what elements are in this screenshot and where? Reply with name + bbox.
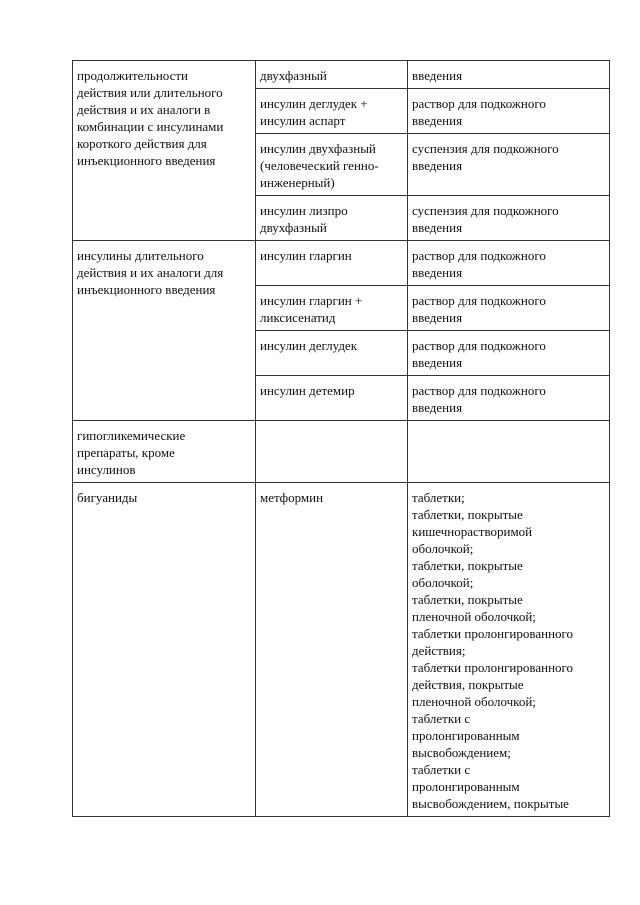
inn-cell <box>256 61 408 89</box>
group-name: инсулины длительного действия и их аналоги для инъекционного введения <box>77 248 224 297</box>
inn-name: инсулин деглудек <box>260 338 358 353</box>
form-cell <box>408 241 610 286</box>
inn-cell <box>256 241 408 286</box>
dosage-form: раствор для подкожного введения <box>412 338 546 370</box>
form-cell <box>408 196 610 241</box>
form-cell <box>408 421 610 483</box>
dosage-form: раствор для подкожного введения <box>412 293 546 325</box>
form-cell <box>408 61 610 89</box>
inn-name: инсулин детемир <box>260 383 355 398</box>
inn-name: инсулин двухфазный (человеческий генно- инженерный) <box>260 141 379 190</box>
inn-cell <box>256 196 408 241</box>
inn-cell <box>256 483 408 817</box>
dosage-form: суспензия для подкожного введения <box>412 141 559 173</box>
inn-name: инсулин гларгин <box>260 248 352 263</box>
dosage-form: суспензия для подкожного введения <box>412 203 559 235</box>
table-row <box>73 241 610 286</box>
form-cell <box>408 376 610 421</box>
dosage-form: введения <box>412 68 463 83</box>
inn-cell <box>256 134 408 196</box>
inn-name: инсулин деглудек + инсулин аспарт <box>260 96 368 128</box>
inn-cell <box>256 331 408 376</box>
inn-name: метформин <box>260 490 324 505</box>
group-name: гипогликемические препараты, кроме инсулинов <box>77 428 186 477</box>
form-cell <box>408 286 610 331</box>
inn-cell <box>256 421 408 483</box>
table-row <box>73 61 610 89</box>
group-name-cell <box>73 483 256 817</box>
form-cell <box>408 331 610 376</box>
group-name: продолжительности действия или длительного действия и их аналоги в комбинации с инсулинами короткого действия для инъекционного введения <box>77 68 224 168</box>
group-name-cell <box>73 61 256 241</box>
inn-cell <box>256 376 408 421</box>
inn-name: инсулин лизпро двухфазный <box>260 203 348 235</box>
inn-cell <box>256 89 408 134</box>
table-row <box>73 421 610 483</box>
form-cell <box>408 483 610 817</box>
group-name-cell <box>73 241 256 421</box>
inn-name: инсулин гларгин + ликсисенатид <box>260 293 363 325</box>
inn-name: двухфазный <box>260 68 327 83</box>
group-name: бигуаниды <box>77 490 138 505</box>
drug-list-table <box>72 60 610 817</box>
form-cell <box>408 134 610 196</box>
dosage-form: раствор для подкожного введения <box>412 96 546 128</box>
dosage-form: раствор для подкожного введения <box>412 248 546 280</box>
dosage-form: раствор для подкожного введения <box>412 383 546 415</box>
dosage-form: таблетки; таблетки, покрытые кишечнорастворимой оболочкой; таблетки, покрытые оболочкой; таблетки, покрытые пленочной оболочкой; таблетки пролонгированного действия; таблетки пролонгированного действия, покрытые пленочной оболочкой; таблетки с пролонгированным высвобождением; таблетки с пролонгированным высвобождением, покрытые <box>412 490 574 811</box>
table-row <box>73 483 610 817</box>
inn-cell <box>256 286 408 331</box>
group-name-cell <box>73 421 256 483</box>
form-cell <box>408 89 610 134</box>
